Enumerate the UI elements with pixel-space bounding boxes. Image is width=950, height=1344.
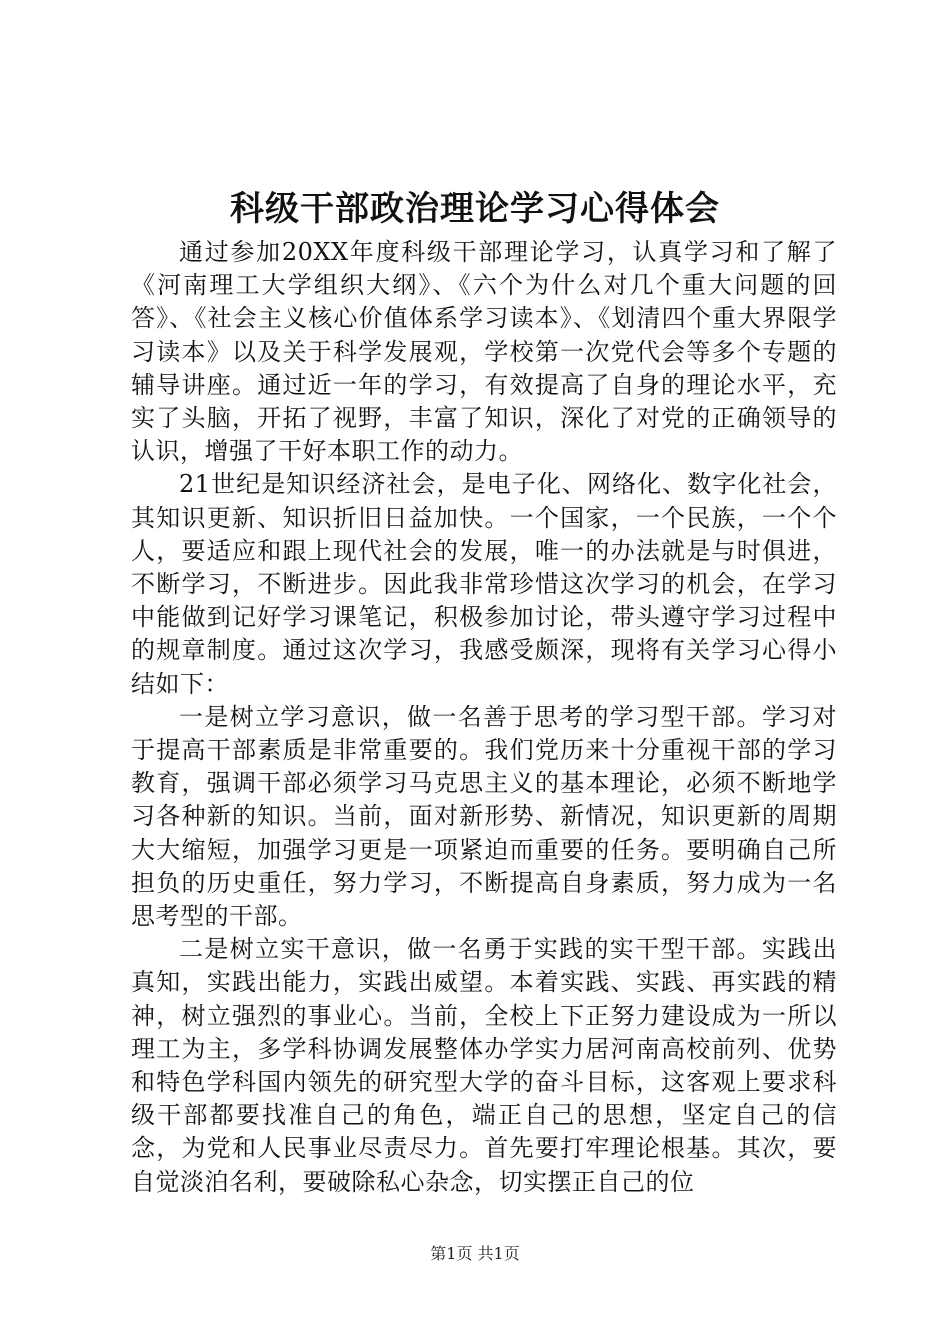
paragraph: 一是树立学习意识，做一名善于思考的学习型干部。学习对于提高干部素质是非常重要的。我们党历来十分重视干部的学习教育，强调干部必须学习马克思主义的基本理论，必须不断地学习各种新的知识。当前，面对新形势、新情况，知识更新的周期大大缩短，加强学习更是一项紧迫而重要的任务。要明确自己所担负的历史重任，努力学习，不断提高自身素质，努力成为一名思考型的干部。 <box>131 702 837 931</box>
document-body <box>131 236 837 1199</box>
paragraph: 21世纪是知识经济社会，是电子化、网络化、数字化社会，其知识更新、知识折旧日益加快。一个国家，一个民族，一个个人，要适应和跟上现代社会的发展，唯一的办法就是与时俱进，不断学习，不断进步。因此我非常珍惜这次学习的机会，在学习中能做到记好学习课笔记，积极参加讨论，带头遵守学习过程中的规章制度。通过这次学习，我感受颇深，现将有关学习心得小结如下： <box>131 470 837 698</box>
page-footer: 第1页 共1页 <box>430 1244 520 1263</box>
paragraph: 通过参加20XX年度科级干部理论学习，认真学习和了解了《河南理工大学组织大纲》、《六个为什么对几个重大问题的回答》、《社会主义核心价值体系学习读本》、《划清四个重大界限学习读本》以及关于科学发展观，学校第一次党代会等多个专题的辅导讲座。通过近一年的学习，有效提高了自身的理论水平，充实了头脑，开拓了视野，丰富了知识，深化了对党的正确领导的认识，增强了干好本职工作的动力。 <box>131 238 837 466</box>
document-title: 科级干部政治理论学习心得体会 <box>230 189 720 229</box>
paragraph: 二是树立实干意识，做一名勇于实践的实干型干部。实践出真知，实践出能力，实践出威望。本着实践、实践、再实践的精神，树立强烈的事业心。当前，全校上下正努力建设成为一所以理工为主，多学科协调发展整体办学实力居河南高校前列、优势和特色学科国内领先的研究型大学的奋斗目标，这客观上要求科级干部都要找准自己的角色，端正自己的思想，坚定自己的信念，为党和人民事业尽责尽力。首先要打牢理论根基。其次，要自觉淡泊名利，要破除私心杂念，切实摆正自己的位 <box>131 935 837 1196</box>
